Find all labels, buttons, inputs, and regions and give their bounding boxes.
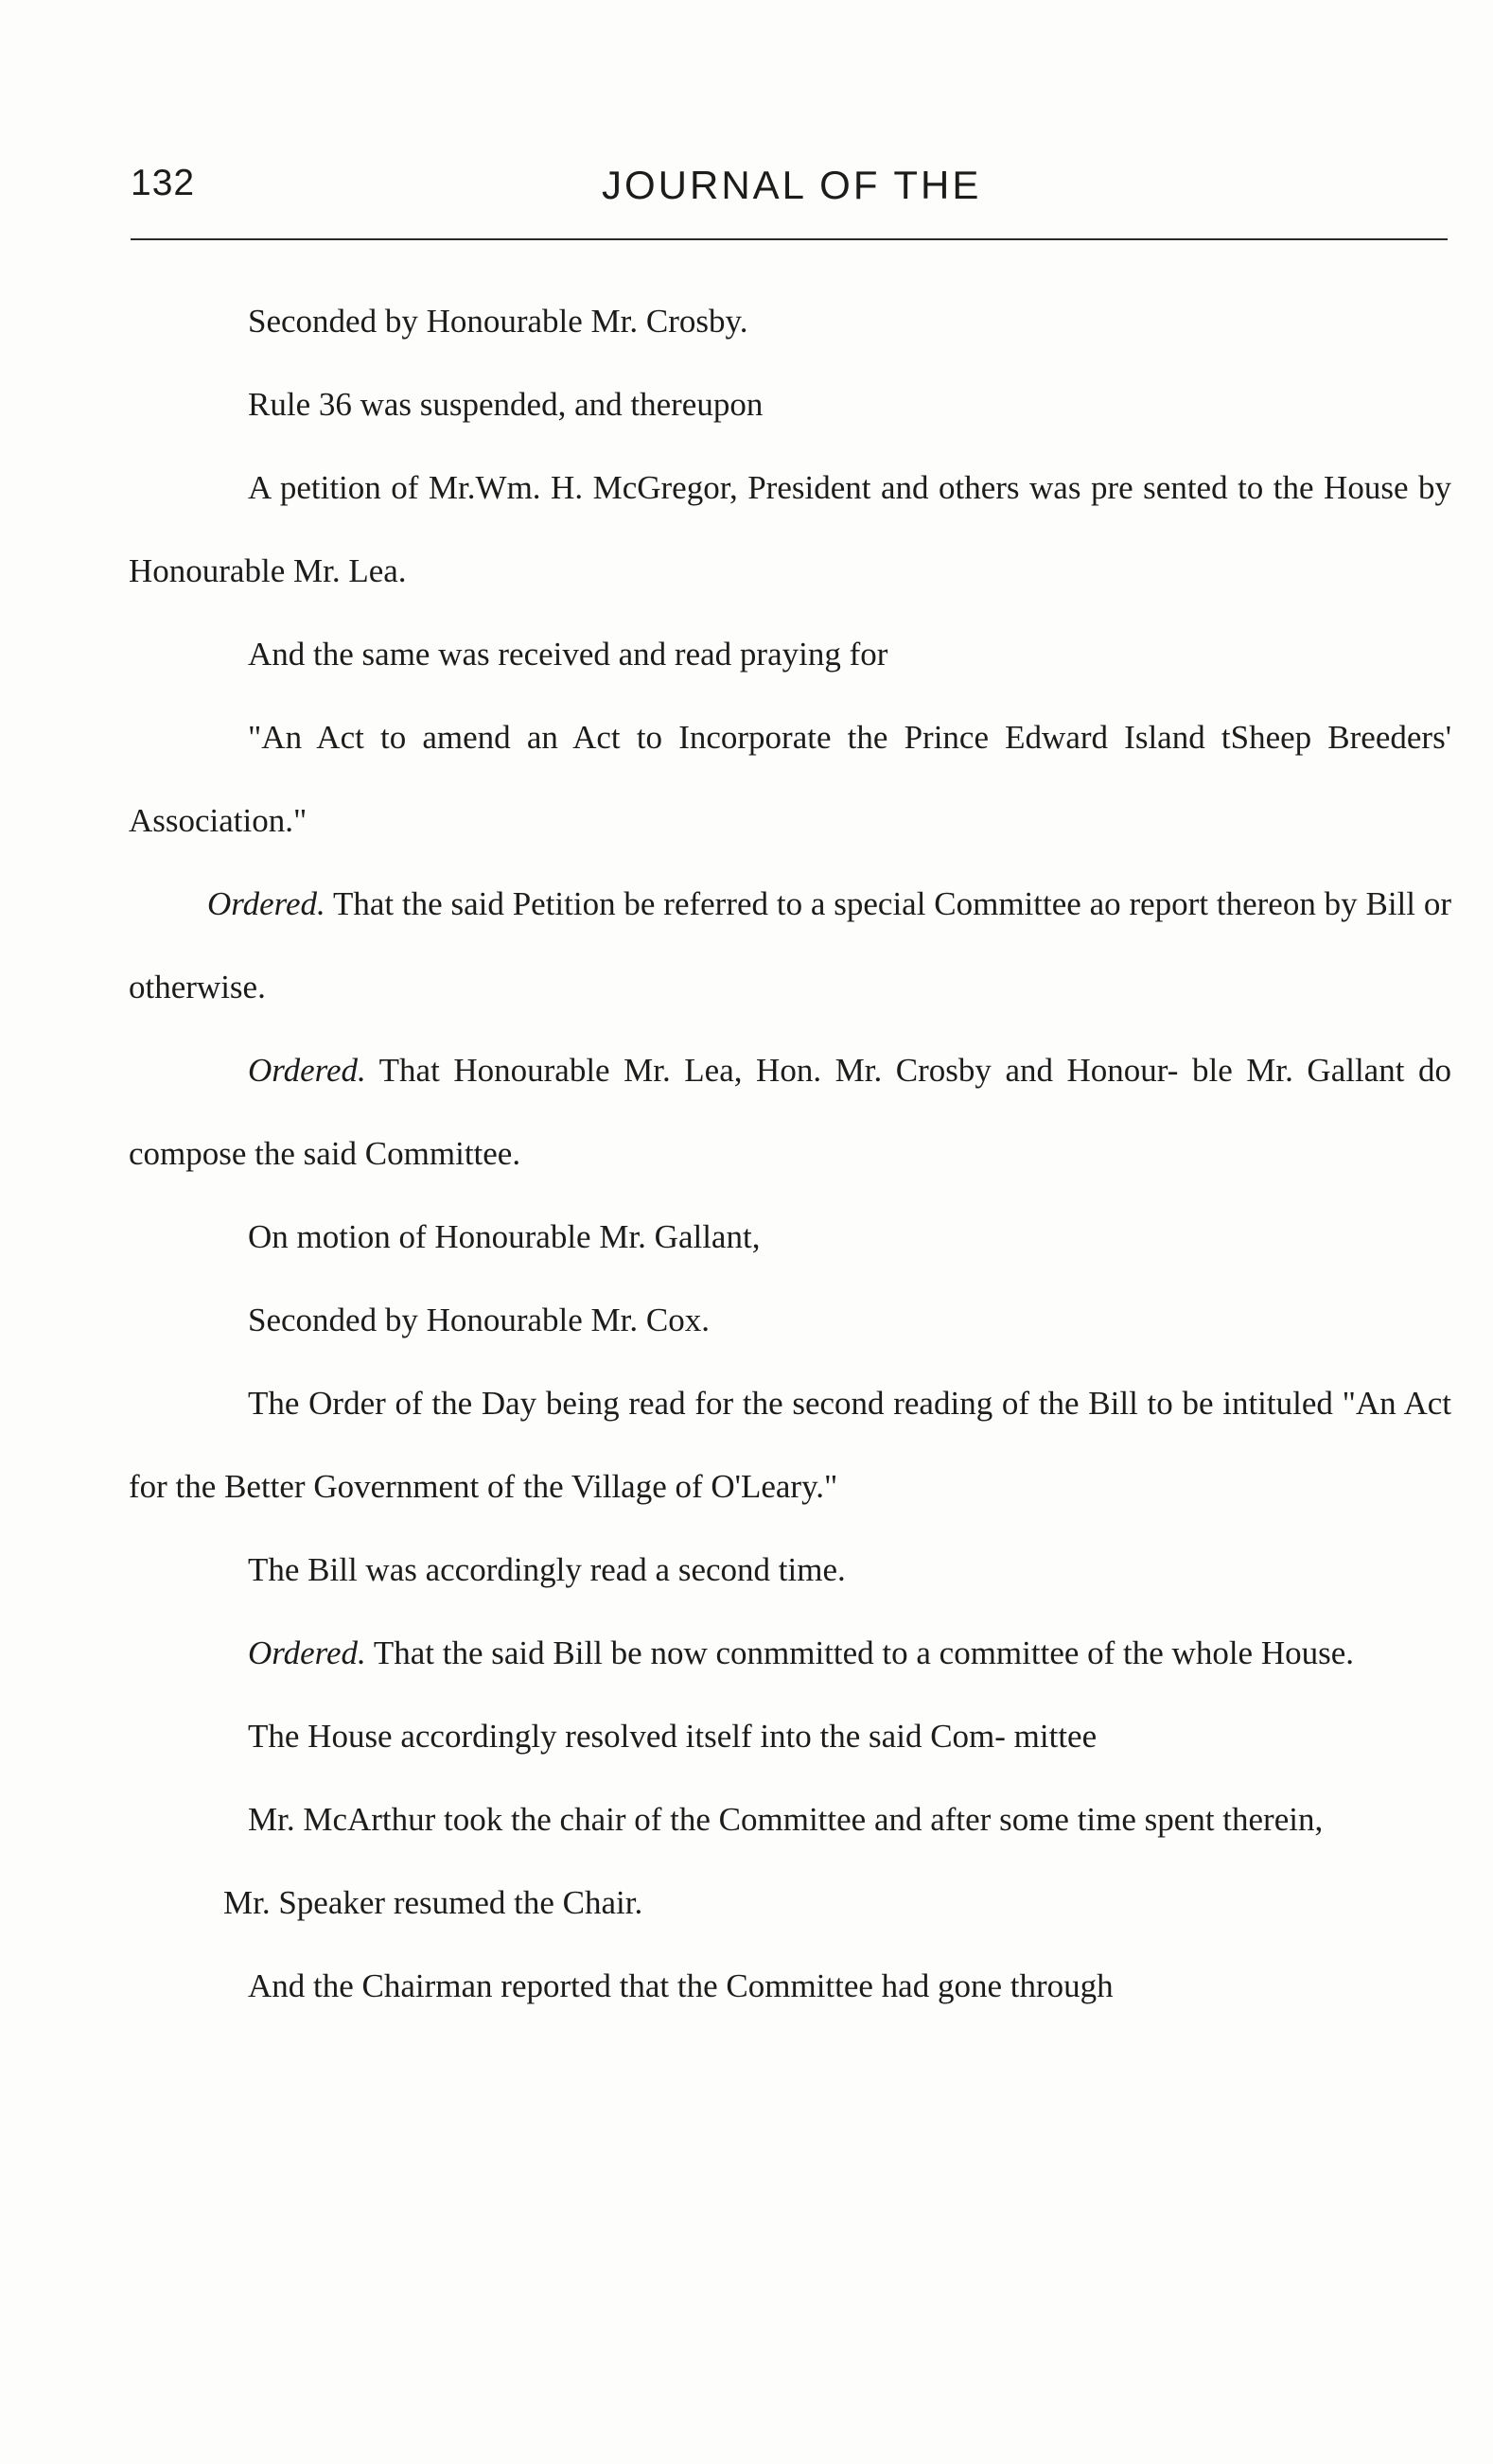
paragraph-text: The Bill was accordingly read a second time. <box>248 1551 846 1588</box>
paragraph-rule-suspended <box>129 363 1451 446</box>
paragraph-order-of-day <box>129 1362 1451 1529</box>
paragraph-ordered-bill <box>129 1612 1451 1695</box>
body-text <box>129 280 1451 2028</box>
page-number: 132 <box>131 163 196 203</box>
journal-title: JOURNAL OF THE <box>602 163 982 207</box>
paragraph-text: The House accordingly resolved itself into the said Com- mittee <box>248 1718 1098 1755</box>
paragraph-mcarthur-chair <box>129 1778 1451 1861</box>
paragraph-house-resolved <box>129 1695 1451 1778</box>
paragraph-text: Mr. Speaker resumed the Chair. <box>223 1884 643 1921</box>
paragraph-text: That the said Bill be now conmmitted to a committee of the whole House. <box>365 1634 1355 1671</box>
paragraph-chairman-reported <box>129 1945 1451 2028</box>
ordered-lead: Ordered. <box>248 1634 366 1671</box>
paragraph-text: Seconded by Honourable Mr. Cox. <box>248 1302 710 1338</box>
paragraph-text: Mr. McArthur took the chair of the Committee and after some time spent therein, <box>248 1801 1324 1838</box>
header-rule <box>131 238 1448 240</box>
paragraph-text: And the Chairman reported that the Committee had gone through <box>248 1967 1114 2004</box>
paragraph-text: "An Act to amend an Act to Incorporate the Prince Edward Island tSheep Breeders' Association." <box>129 719 1451 839</box>
paragraph-text: That the said Petition be referred to a special Committee ao report thereon by Bill or otherwise. <box>129 885 1451 1005</box>
paragraph-speaker-resumed <box>129 1861 1451 1945</box>
paragraph-ordered-committee <box>129 1029 1451 1196</box>
paragraph-text: And the same was received and read praying for <box>248 636 888 673</box>
paragraph-seconded-crosby <box>129 280 1451 363</box>
paragraph-text: On motion of Honourable Mr. Gallant, <box>248 1218 761 1255</box>
paragraph-text: Rule 36 was suspended, and thereupon <box>248 386 764 423</box>
paragraph-act-title <box>129 696 1451 863</box>
paragraph-text: A petition of Mr.Wm. H. McGregor, President and others was pre sented to the House by Honourable Mr. Lea. <box>129 469 1451 589</box>
paragraph-text: The Order of the Day being read for the second reading of the Bill to be intituled "An Act for the Better Government of the Village of O'Leary." <box>129 1385 1451 1505</box>
paragraph-second-time <box>129 1529 1451 1612</box>
paragraph-received <box>129 613 1451 696</box>
paragraph-seconded-cox <box>129 1279 1451 1362</box>
paragraph-motion-gallant <box>129 1196 1451 1279</box>
paragraph-petition <box>129 446 1451 613</box>
paragraph-text: Seconded by Honourable Mr. Crosby. <box>248 303 748 340</box>
ordered-lead: Ordered. <box>207 885 325 922</box>
paragraph-text: That Honourable Mr. Lea, Hon. Mr. Crosby and Honour- ble Mr. Gallant do compose the said Committee. <box>129 1052 1451 1172</box>
paragraph-ordered-referred <box>129 863 1451 1029</box>
running-head <box>131 163 1436 210</box>
ordered-lead: Ordered. <box>248 1052 366 1089</box>
